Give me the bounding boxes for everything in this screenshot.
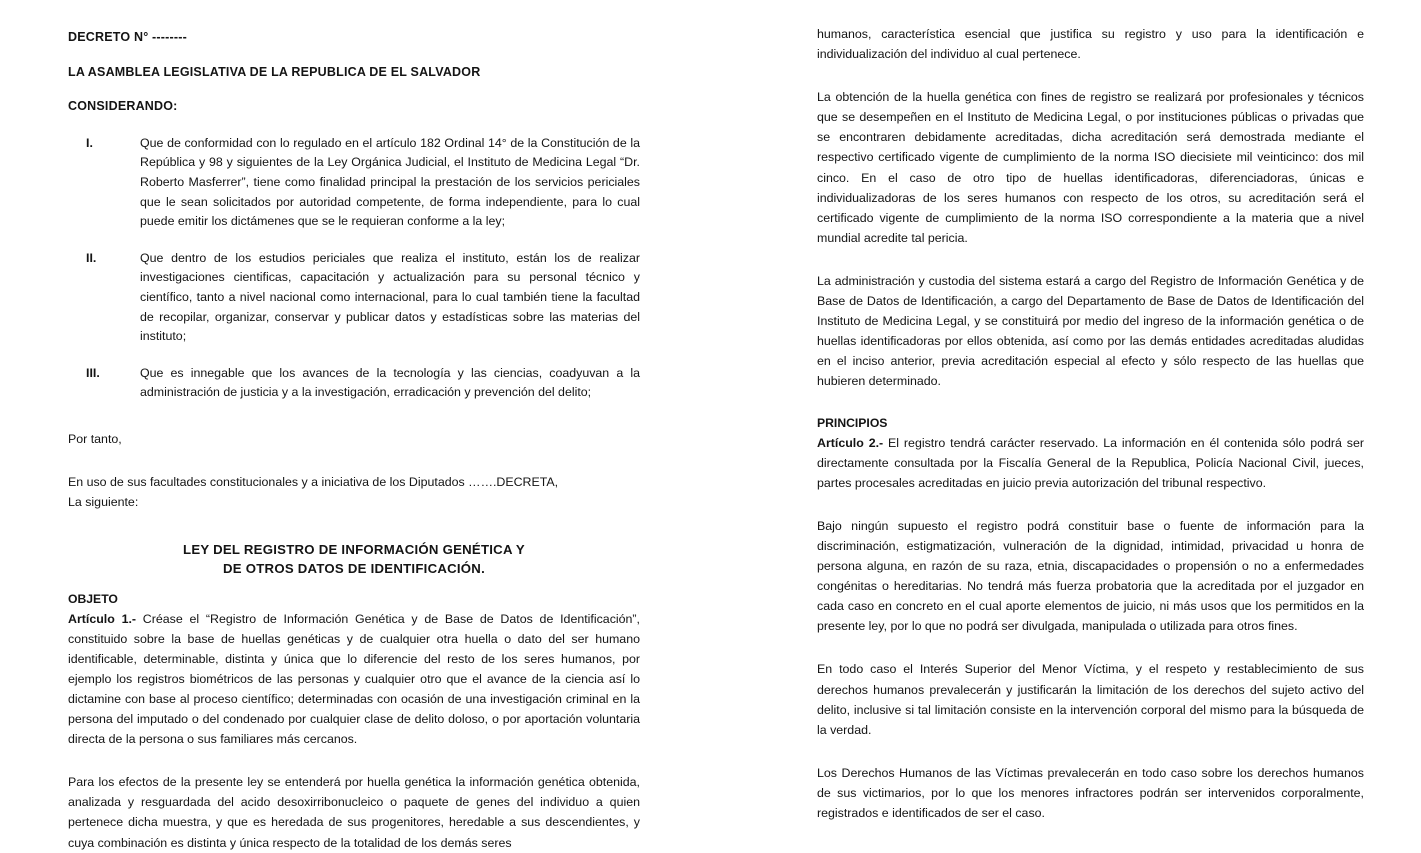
articulo-1-paragraph <box>68 609 640 750</box>
por-tanto-line: Por tanto, <box>68 432 122 446</box>
considerando-item <box>68 249 640 347</box>
spacer <box>817 754 1364 763</box>
huella-genetica-paragraph: Para los efectos de la presente ley se entenderá por huella genética la información genética obtenida, analizada y resguardada del acido desoxirribonucleico o paquete de genes del individuo a quien pertenece dicha muestra, y que es heredada de sus progenitores, heredable a sus descendientes, y cuya combinación es distinta y única respecto de la totalidad de los demás seres <box>68 775 640 850</box>
derechos-humanos-paragraph: Los Derechos Humanos de las Víctimas prevalecerán en todo caso sobre los derechos humanos de sus victimarios, por lo que los menores infractores podrán ser intervenidos corporalmente, registrados e identificados de ser el caso. <box>817 765 1364 820</box>
articulo-2-body: El registro tendrá carácter reservado. La información en él contenida sólo podrá ser directamente consultada por la Fiscalía General de la Republica, Policía Nacional Civil, jueces, partes procesales acreditadas en juicio previa autorización del tribunal respectivo. <box>817 435 1364 490</box>
law-title <box>68 540 640 578</box>
articulo-2-paragraph <box>817 433 1364 493</box>
spacer <box>68 420 640 429</box>
en-uso-line-2: La siguiente: <box>68 495 139 510</box>
bajo-ningun-supuesto-paragraph: Bajo ningún supuesto el registro podrá constituir base o fuente de información para la discriminación, estigmatización, vulneración de la dignidad, intimidad, privacidad u honra de persona alguna, en razón de su raza, etnia, discapacidades o propensión o no a enfermedades congénitas o hereditarias. No tendrá más fuerza probatoria que la acreditada por el juzgador en cada caso en concreto en el cual aporte elementos de juicio, ni más usos que los permitidos en la presente ley, por lo que no podrá ser divulgada, manipulada o utilizada para otros fines. <box>817 518 1364 634</box>
considerando-item <box>68 364 640 403</box>
spacer <box>68 763 640 772</box>
spacer <box>817 262 1364 271</box>
law-title-line-1: LEY DEL REGISTRO DE INFORMACIÓN GENÉTICA Y <box>183 542 525 558</box>
principios-heading: PRINCIPIOS <box>817 415 888 430</box>
en-todo-caso-paragraph: En todo caso el Interés Superior del Menor Víctima, y el respeto y restablecimiento de sus derechos humanos prevalecerán y justificarán la limitación de los derechos del sujeto activo del delito, inclusive si tal limitación consiste en la intervención corporal del mismo para la búsqueda de la verdad. <box>817 662 1364 737</box>
spacer <box>817 78 1364 87</box>
considerando-numeral: III. <box>86 365 100 380</box>
articulo-2-label: Artículo 2.- <box>817 435 884 450</box>
articulo-1-label: Artículo 1.- <box>68 611 137 626</box>
page-left <box>0 0 710 849</box>
obtencion-paragraph: La obtención de la huella genética con fines de registro se realizará por profesionales y técnicos que se desempeñen en el Instituto de Medicina Legal, o por instituciones públicas o privadas que se encontraren debidamente acreditadas, dicha acreditación será demostrada mediante el respectivo certificado vigente de cumplimiento de la norma ISO diecisiete mil veinticinco: dos mil cinco. En el caso de otro tipo de huellas identificadoras, diferenciadoras, únicas e individualizadoras de los seres humanos con respecto de los otros, su acreditación será el certificado vigente de cumplimiento de la norma ISO correspondiente a la materia que a nivel mundial acredite tal pericia. <box>817 90 1364 245</box>
considerando-text: Que es innegable que los avances de la tecnología y las ciencias, coadyuvan a la administración de justicia y a la investigación, erradicación y prevención del delito; <box>140 365 640 400</box>
objeto-heading: OBJETO <box>68 591 118 606</box>
continuation-paragraph: humanos, característica esencial que justifica su registro y uso para la identificación e individualización del individuo al cual pertenece. <box>817 27 1364 62</box>
considerando-numeral: II. <box>86 250 97 265</box>
considerando-text: Que dentro de los estudios periciales que realiza el instituto, están los de realizar investigaciones cientificas, capacitación y actualización para su personal técnico y científico, tanto a nivel nacional como internacional, para lo cual también tiene la facultad de recopilar, organizar, conservar y publicar datos y estadísticas sobre las materias del instituto; <box>140 250 640 344</box>
spacer <box>817 406 1364 415</box>
spacer <box>817 507 1364 516</box>
considerando-item <box>68 134 640 232</box>
articulo-1-body: Créase el “Registro de Información Genética y de Base de Datos de Identificación”, constituido sobre la base de huellas genéticas y de cualquier otra huella o dato del ser humano identificable, determinable, distinta y única que lo diferencie del resto de los seres humanos, por ejemplo los registros biométricos de las personas y cualquier otro que el avance de la ciencia así lo dictamine con base al proceso científico; determinadas con ocasión de una investigación criminal en la persona del imputado o del condenado por cualquier clase de delito doloso, o por aportación voluntaria directa de la persona o sus familiares más cercanos. <box>68 611 640 747</box>
considerando-list <box>68 134 640 403</box>
considerando-text: Que de conformidad con lo regulado en el artículo 182 Ordinal 14° de la Constitución de la República y 98 y siguientes de la Ley Orgánica Judicial, el Instituto de Medicina Legal “Dr. Roberto Masferrer”, tiene como finalidad principal la prestación de los servicios periciales que le sean solicitados por autoridad competente, de forma independiente, para lo cual puede emitir los dictámenes que se le requieran conforme a la ley; <box>140 135 640 229</box>
considerando-heading: CONSIDERANDO: <box>68 99 178 114</box>
law-title-line-2: DE OTROS DATOS DE IDENTIFICACIÓN. <box>223 561 485 577</box>
administracion-paragraph: La administración y custodia del sistema estará a cargo del Registro de Información Genética y de Base de Datos de Identificación, a cargo del Departamento de Base de Datos de Identificación del Instituto de Medicina Legal, y se constituirá por medio del ingreso de la información genética o de huellas identificadoras por ellos obtenida, así como por las demás entidades acreditadas aludidas en el inciso anterior, previa acreditación especial al efecto y sólo respecto de las huellas que hubieren determinado. <box>817 273 1364 389</box>
page-right <box>710 0 1421 849</box>
en-uso-line-1: En uso de sus facultades constitucionales y a iniciativa de los Diputados …….DECRETA, <box>68 475 559 490</box>
assembly-heading: LA ASAMBLEA LEGISLATIVA DE LA REPUBLICA DE EL SALVADOR <box>68 64 481 79</box>
decree-heading: DECRETO N° -------- <box>68 30 187 44</box>
spacer <box>817 650 1364 659</box>
spacer <box>68 463 640 472</box>
considerando-numeral: I. <box>86 135 93 150</box>
